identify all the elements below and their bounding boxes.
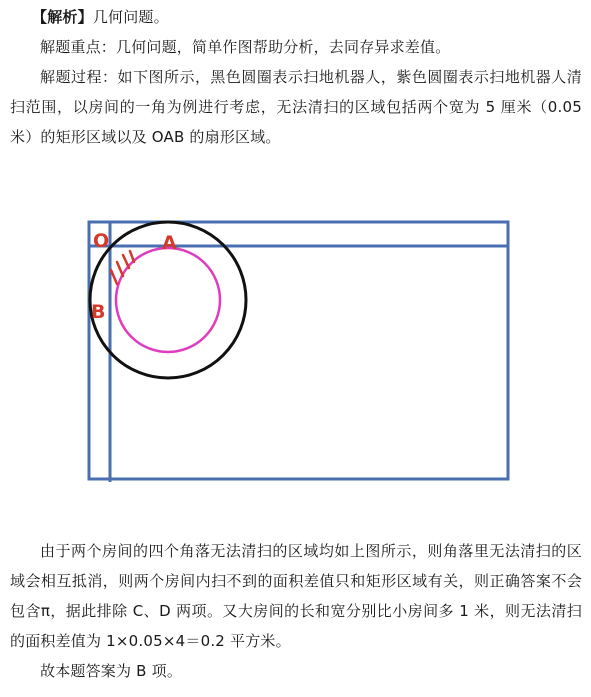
process-paragraph: 解题过程：如下图所示，黑色圆圈表示扫地机器人，紫色圆圈表示扫地机器人清扫范围，以房间的一角为例进行考虑，无法清扫的区域包括两个宽为 5 厘米（0.05 米）的矩形区域以及 OAB 的扇形区域。 <box>10 68 582 146</box>
label-b: B <box>91 301 106 323</box>
header-text: 几何问题。 <box>92 8 169 26</box>
conclusion-section <box>10 536 582 686</box>
conclusion-paragraph: 由于两个房间的四个角落无法清扫的区域均如上图所示，则角落里无法清扫的区域会相互抵消，则两个房间内扫不到的面积差值只和矩形区域有关，则正确答案不会包含π，据此排除 C、D 两项。又大房间的长和宽分别比小房间多 1 米，则无法清扫的面积差值为 1×0.05×4＝0.2 平方米。 <box>10 542 582 650</box>
analysis-section <box>10 2 582 152</box>
header-title: 解析 <box>47 8 78 26</box>
analysis-header <box>10 2 582 32</box>
key-point-paragraph: 解题重点：几何问题，简单作图帮助分析，去同存异求差值。 <box>40 38 451 56</box>
sector-hatch-marks <box>111 251 134 284</box>
label-a: A <box>162 232 177 254</box>
room-rectangle <box>89 222 508 479</box>
clean-range-circle <box>116 248 220 352</box>
header-bracket-close: 】 <box>77 8 93 26</box>
label-o: O <box>93 230 110 252</box>
robot-circle <box>90 222 246 378</box>
answer-paragraph: 故本题答案为 B 项。 <box>40 662 183 680</box>
header-bracket-open: 【 <box>32 8 48 26</box>
